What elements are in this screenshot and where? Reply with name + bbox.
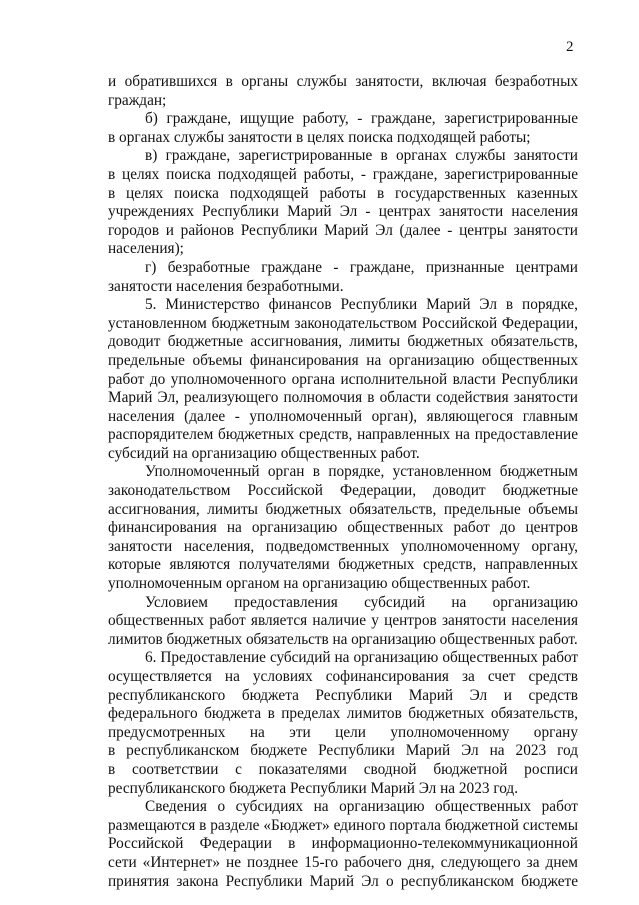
text-line: республиканского бюджета Республики Марий Эл на 2023 год. (108, 779, 519, 797)
text-line: Сведения о субсидиях на организацию общественных работ (145, 798, 578, 816)
text-line: сети «Интернет» не позднее 15-го рабочего дня, следующего за днем (108, 853, 578, 871)
text-line: которые являются получателями бюджетных средств, направленных (108, 556, 578, 574)
text-line: г) безработные граждане - граждане, признанные центрами (145, 258, 578, 276)
text-line: 5. Министерство финансов Республики Марий Эл в порядке, (145, 296, 578, 314)
text-line: ассигнования, лимиты бюджетных обязательств, предельные объемы (108, 500, 578, 518)
text-line: учреждениях Республики Марий Эл - центрах занятости населения (108, 203, 578, 221)
text-line: установленном бюджетным законодательством Российской Федерации, (108, 314, 578, 332)
document-body (108, 73, 578, 891)
text-line: Уполномоченный орган в порядке, установленном бюджетным (145, 463, 578, 481)
text-line: городов и районов Республики Марий Эл (далее - центры занятости (108, 221, 578, 239)
text-line: населения (далее - уполномоченный орган), являющегося главным (108, 407, 578, 425)
text-line: законодательством Российской Федерации, доводит бюджетные (108, 482, 578, 500)
text-line: населения); (108, 240, 184, 258)
text-line: доводит бюджетные ассигнования, лимиты бюджетных обязательств, (108, 333, 578, 351)
text-line: принятия закона Республики Марий Эл о республиканском бюджете (108, 872, 578, 890)
text-line: уполномоченным органом на организацию общественных работ. (108, 575, 531, 593)
text-line: в органах службы занятости в целях поиска подходящей работы; (108, 128, 531, 146)
text-line: республиканского бюджета Республики Марий Эл и средств (108, 686, 578, 704)
text-line: осуществляется на условиях софинансирования за счет средств (108, 668, 578, 685)
text-line: и обратившихся в органы службы занятости, включая безработных (108, 73, 578, 90)
text-line: предусмотренных на эти цели уполномоченному органу (108, 723, 578, 741)
text-line: Условием предоставления субсидий на организацию (145, 593, 578, 611)
text-line: размещаются в разделе «Бюджет» единого портала бюджетной системы (108, 816, 578, 834)
text-line: в целях поиска подходящей работы в государственных казенных (108, 184, 578, 202)
text-line: федерального бюджета в пределах лимитов бюджетных обязательств, (108, 705, 578, 723)
text-line: предельные объемы финансирования на организацию общественных (108, 351, 578, 369)
text-line: Российской Федерации в информационно-телекоммуникационной (108, 835, 578, 853)
text-line: общественных работ является наличие у центров занятости населения (108, 612, 578, 630)
text-line: занятости населения, подведомственных уполномоченному органу, (108, 537, 578, 555)
page-number: 2 (566, 39, 574, 55)
text-line: финансирования на организацию общественных работ до центров (108, 519, 578, 537)
text-line: б) граждане, ищущие работу, - граждане, зарегистрированные (145, 110, 578, 128)
text-line: в) граждане, зарегистрированные в органах службы занятости (145, 147, 578, 165)
text-line: в соответствии с показателями сводной бюджетной росписи (108, 760, 578, 778)
text-line: в республиканском бюджете Республики Марий Эл на 2023 год (108, 742, 578, 760)
text-line: 6. Предоставление субсидий на организацию общественных работ (145, 649, 578, 667)
text-line: распорядителем бюджетных средств, направленных на предоставление (108, 426, 578, 444)
text-line: в целях поиска подходящей работы, - граждане, зарегистрированные (108, 165, 578, 183)
text-line: лимитов бюджетных обязательств на организацию общественных работ. (108, 630, 578, 648)
text-line: Марий Эл, реализующего полномочия в области содействия занятости (108, 389, 578, 407)
text-line: субсидий на организацию общественных работ. (108, 444, 420, 462)
text-line: занятости населения безработными. (108, 277, 344, 295)
text-line: граждан; (108, 91, 167, 109)
text-line: работ до уполномоченного органа исполнительной власти Республики (108, 370, 578, 388)
